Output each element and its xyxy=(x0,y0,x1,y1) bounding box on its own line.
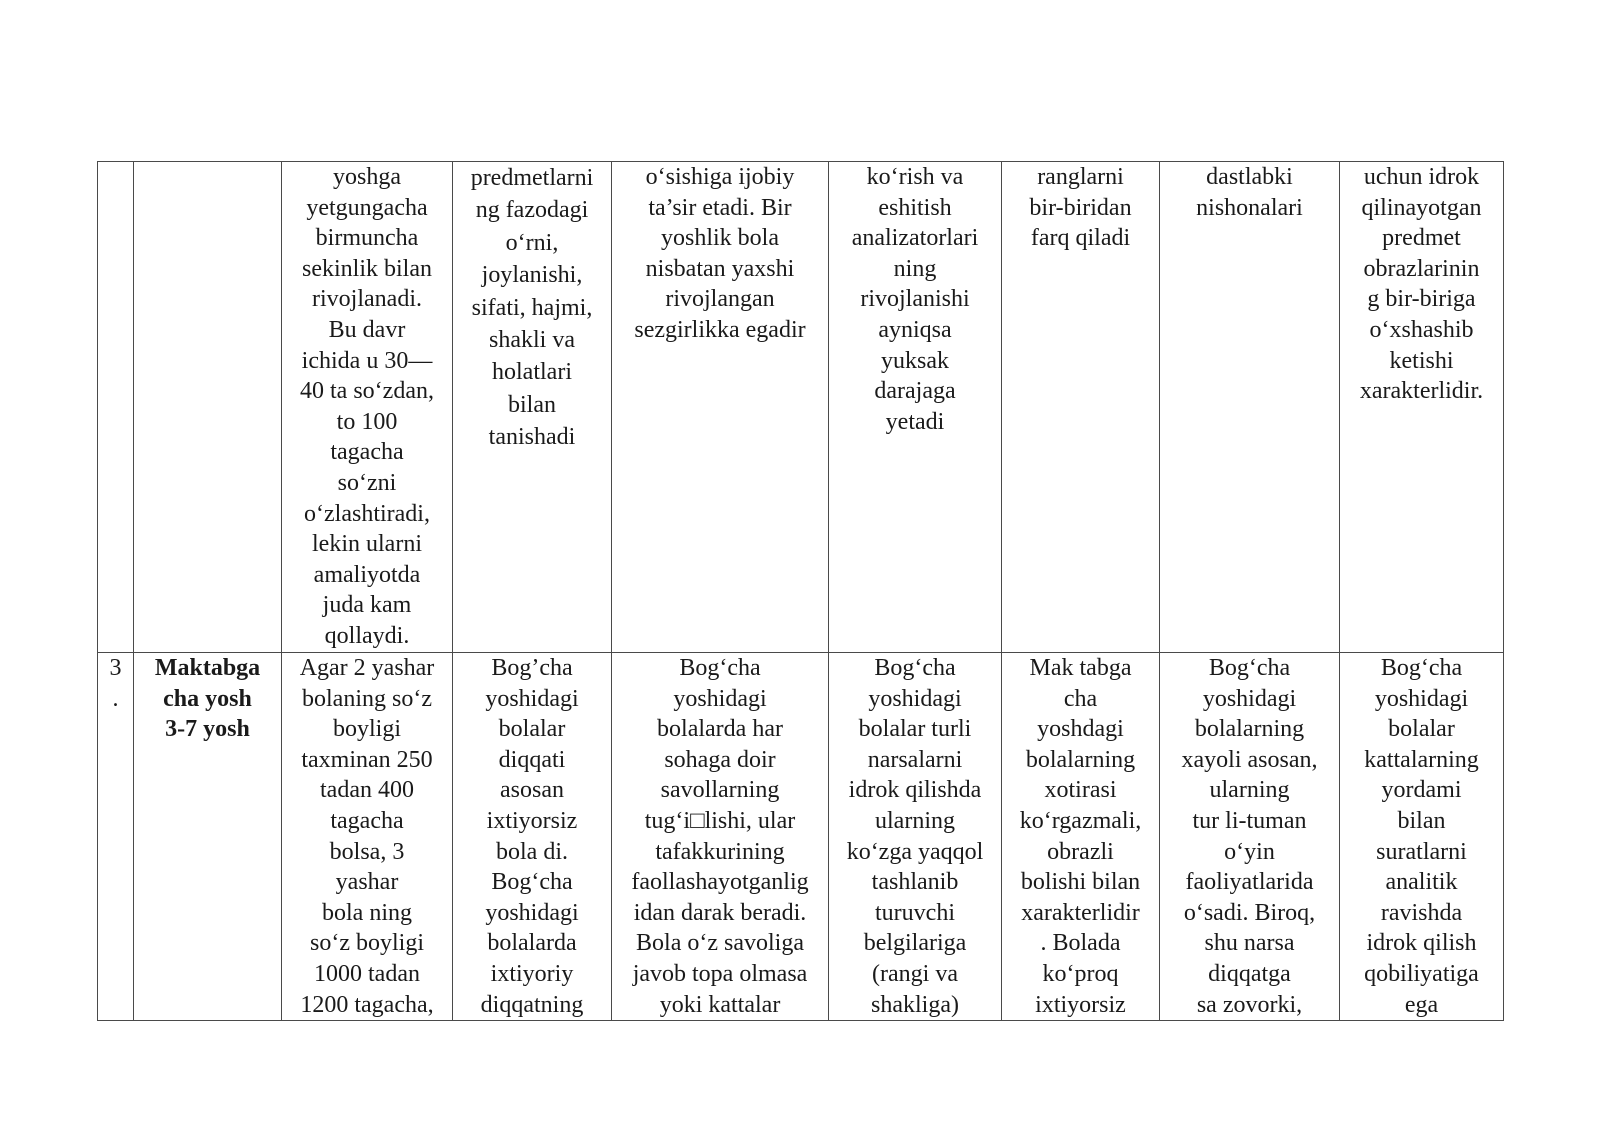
row-number-cell xyxy=(98,653,134,1021)
age-period-cell xyxy=(134,162,282,653)
cell-text: yoshga yetgungacha birmuncha sekinlik bilan rivojlanadi. Bu davr ichida u 30— 40 ta so‘zdan, to 100 tagacha so‘zni o‘zlashtiradi, lekin ularni amaliyotda juda kam qollaydi. xyxy=(300,164,434,649)
cell-text: Bog‘cha yoshidagi bolalarning xayoli asosan, ularning tur li-tuman o‘yin faoliyatlarida o‘sadi. Biroq, shu narsa diqqatga sa zovorki, xyxy=(1181,655,1318,1018)
table-cell xyxy=(829,653,1002,1021)
age-period-cell xyxy=(134,653,282,1021)
row-number: 3 . xyxy=(109,655,122,712)
table-cell xyxy=(612,162,829,653)
table-cell xyxy=(282,653,453,1021)
table-cell xyxy=(453,162,612,653)
table-cell xyxy=(1340,653,1504,1021)
table-cell xyxy=(829,162,1002,653)
cell-text: Bog‘cha yoshidagi bolalar turli narsalarni idrok qilishda ularning ko‘zga yaqqol tashlanib turuvchi belgilariga (rangi va shakliga) xyxy=(846,655,984,1018)
cell-text: Bog‘cha yoshidagi bolalar kattalarning yordami bilan suratlarni analitik ravishda idrok qilish qobiliyatiga ega xyxy=(1364,655,1479,1018)
cell-text: Agar 2 yashar bolaning so‘z boyligi taxminan 250 tadan 400 tagacha bolsa, 3 yashar bola ning so‘z boyligi 1000 tadan 1200 tagacha, xyxy=(299,655,435,1018)
development-table xyxy=(97,161,1504,1021)
table-cell xyxy=(1002,162,1160,653)
cell-text: uchun idrok qilinayotgan predmet obrazlarinin g bir-biriga o‘xshashib ketishi xarakterlidir. xyxy=(1359,164,1484,405)
cell-text: predmetlarni ng fazodagi o‘rni, joylanishi, sifati, hajmi, shakli va holatlari bilan tanishadi xyxy=(470,165,594,451)
cell-text: ranglarni bir-biridan farq qiladi xyxy=(1029,164,1132,252)
table-cell xyxy=(1160,162,1340,653)
table-cell xyxy=(453,653,612,1021)
cell-text: Mak tabga cha yoshdagi bolalarning xotirasi ko‘rgazmali, obrazli bolishi bilan xarakterlidir . Bolada ko‘proq ixtiyorsiz xyxy=(1019,655,1142,1018)
table-row xyxy=(98,162,1504,653)
table-cell xyxy=(1340,162,1504,653)
cell-text: ko‘rish va eshitish analizatorlari ning rivojlanishi ayniqsa yuksak darajaga yetadi xyxy=(851,164,979,435)
cell-text: Bog‘cha yoshidagi bolalarda har sohaga doir savollarning tug‘i□lishi, ular tafakkurining faollashayotganlig idan darak beradi. Bola o‘z savoliga javob topa olmasa yoki kattalar xyxy=(631,655,809,1018)
cell-text: o‘sishiga ijobiy ta’sir etadi. Bir yoshlik bola nisbatan yaxshi rivojlangan sezgirlikka egadir xyxy=(634,164,806,343)
cell-text: Bog’cha yoshidagi bolalar diqqati asosan ixtiyorsiz bola di. Bog‘cha yoshidagi bolalarda ixtiyoriy diqqatning xyxy=(480,655,584,1018)
table-row xyxy=(98,653,1504,1021)
row-number-cell xyxy=(98,162,134,653)
table-cell xyxy=(282,162,453,653)
age-period: Maktabga cha yosh 3-7 yosh xyxy=(154,655,261,743)
cell-text: dastlabki nishonalari xyxy=(1196,164,1303,221)
table-cell xyxy=(1160,653,1340,1021)
table-cell xyxy=(1002,653,1160,1021)
table-cell xyxy=(612,653,829,1021)
